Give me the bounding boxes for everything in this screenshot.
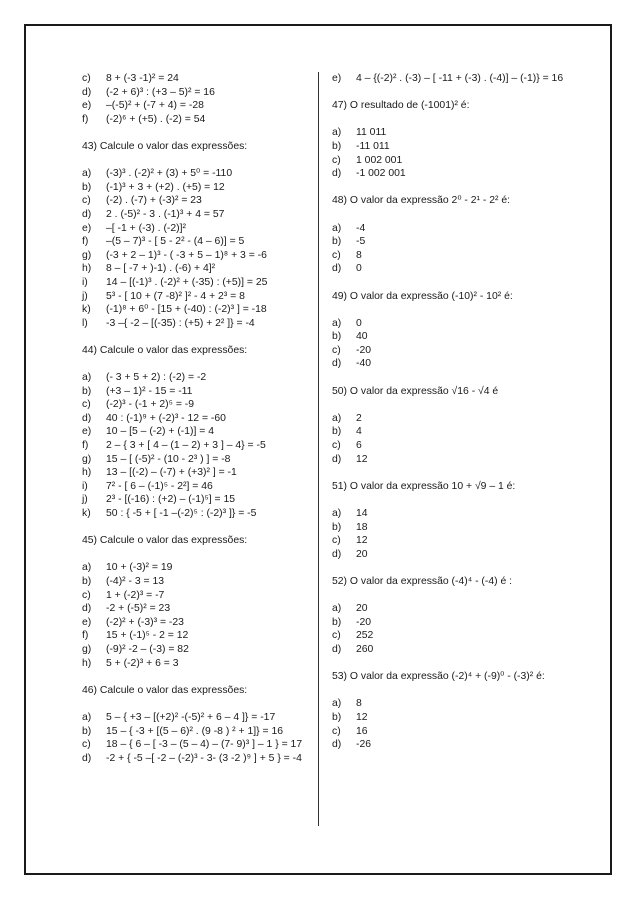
item-text: 5 – { +3 – [(+2)² -(-5)² + 6 – 4 ]} = -17	[106, 711, 276, 723]
item-text: 16	[356, 725, 368, 737]
spacer	[332, 684, 572, 698]
list-item	[82, 711, 314, 725]
list-item	[332, 412, 572, 426]
item-text: 14 – [(-1)³ . (-2)² + (-35) : (+5)] = 25	[106, 276, 268, 288]
item-text: -11 011	[356, 140, 390, 152]
item-label: e)	[332, 73, 342, 84]
item-text: 252	[356, 630, 374, 642]
list-item	[332, 439, 572, 453]
item-label: f)	[82, 113, 89, 125]
spacer	[332, 208, 572, 222]
item-text: -2 + (-5)² = 23	[106, 603, 171, 615]
list-item	[82, 371, 314, 385]
item-label: a)	[332, 412, 342, 424]
item-text: 2	[356, 412, 362, 424]
item-text: (- 3 + 5 + 2) : (-2) = -2	[106, 372, 207, 384]
item-label: d)	[332, 643, 342, 655]
spacer	[82, 548, 314, 562]
item-label: d)	[332, 168, 342, 180]
question-heading: 44) Calcule o valor das expressões:	[82, 344, 248, 356]
right-column	[332, 72, 572, 752]
item-text: 8 – [ -7 + )-1) . (-6) + 4]²	[106, 263, 216, 275]
item-label: h)	[82, 467, 92, 479]
item-label: h)	[82, 263, 92, 275]
item-label: d)	[332, 263, 342, 275]
item-text: 2 – { 3 + [ 4 – (1 – 2) + 3 ] – 4} = -5	[106, 440, 266, 452]
item-label: d)	[332, 453, 342, 465]
item-label: l)	[82, 317, 88, 329]
item-text: (-2) . (-7) + (-3)² = 23	[106, 195, 202, 207]
item-label: b)	[332, 331, 342, 343]
question-heading: 43) Calcule o valor das expressões:	[82, 140, 248, 152]
item-text: 10 + (-3)² = 19	[106, 562, 173, 574]
item-label: g)	[82, 453, 92, 465]
question-heading: 50) O valor da expressão √16 - √4 é	[332, 385, 499, 397]
list-item	[332, 711, 572, 725]
list-item	[82, 194, 314, 208]
list-item	[332, 534, 572, 548]
list-item	[332, 507, 572, 521]
item-label: d)	[82, 603, 92, 615]
item-text: -40	[356, 358, 372, 370]
item-label: d)	[82, 752, 92, 764]
list-item	[82, 466, 314, 480]
item-text: -20	[356, 616, 372, 628]
question-heading: 45) Calcule o valor das expressões:	[82, 535, 248, 547]
item-text: 40 : (-1)⁹ + (-2)³ - 12 = -60	[106, 412, 226, 424]
item-text: -4	[356, 222, 366, 234]
list-item	[332, 738, 572, 752]
item-text: 5 + (-2)³ + 6 = 3	[106, 657, 179, 669]
item-label: g)	[82, 249, 92, 261]
item-label: b)	[82, 575, 92, 587]
spacer	[332, 86, 572, 100]
item-text: 1 002 001	[356, 154, 403, 166]
list-item	[82, 425, 314, 439]
item-text: 50 : { -5 + [ -1 –(-2)⁵ : (-2)³ ]} = -5	[106, 508, 257, 519]
item-text: 20	[356, 603, 368, 615]
item-label: a)	[82, 372, 92, 384]
list-item	[82, 412, 314, 426]
item-text: 12	[356, 711, 368, 723]
item-text: 7² - [ 6 – (-1)⁵ - 2²] = 46	[106, 480, 213, 492]
spacer	[332, 181, 572, 195]
item-label: d)	[82, 86, 92, 98]
list-item	[82, 276, 314, 290]
left-column	[82, 72, 314, 765]
list-item	[82, 86, 314, 100]
item-label: i)	[82, 480, 88, 492]
item-label: b)	[332, 711, 342, 723]
item-text: 8	[356, 249, 362, 261]
item-label: c)	[82, 195, 91, 207]
question-heading: 46) Calcule o valor das expressões:	[82, 684, 248, 696]
spacer	[332, 276, 572, 290]
list-item	[332, 126, 572, 140]
item-label: e)	[82, 616, 92, 628]
list-item	[332, 725, 572, 739]
item-text: (-3)³ . (-2)² + (3) + 5⁰ = -110	[106, 168, 233, 180]
item-label: g)	[82, 643, 92, 655]
item-label: a)	[82, 711, 92, 723]
list-item	[332, 344, 572, 358]
spacer	[82, 521, 314, 535]
list-item	[82, 249, 314, 263]
item-text: (-9)² -2 – (-3) = 82	[106, 643, 189, 655]
list-item	[82, 398, 314, 412]
item-label: d)	[332, 739, 342, 751]
item-text: (-2 + 6)³ : (+3 – 5)² = 16	[106, 86, 215, 98]
item-text: 1 + (-2)³ = -7	[106, 589, 165, 601]
item-label: f)	[82, 440, 89, 452]
item-text: -2 + { -5 –[ -2 – (-2)³ - 3- (3 -2 )⁹ ] + 5 } = -4	[106, 752, 302, 764]
list-item	[332, 72, 572, 86]
list-item	[82, 262, 314, 276]
question-heading: 53) O valor da expressão (-2)⁴ + (-9)⁰ - (-3)² é:	[332, 671, 545, 683]
item-text: (-2)⁶ + (+5) . (-2) = 54	[106, 113, 206, 125]
item-text: 8	[356, 698, 362, 710]
list-item	[82, 290, 314, 304]
item-text: 15 – [ (-5)² - (10 - 2³ ) ] = -8	[106, 453, 231, 465]
spacer	[332, 561, 572, 575]
item-label: e)	[82, 222, 92, 234]
question-heading: 51) O valor da expressão 10 + √9 – 1 é:	[332, 480, 516, 492]
item-label: a)	[82, 562, 92, 574]
item-text: -26	[356, 739, 372, 751]
spacer	[332, 398, 572, 412]
item-label: f)	[82, 630, 89, 642]
spacer	[332, 303, 572, 317]
spacer	[82, 357, 314, 371]
spacer	[82, 670, 314, 684]
item-text: 0	[356, 263, 362, 275]
item-label: d)	[82, 208, 92, 220]
item-text: 2³ - [(-16) : (+2) – (-1)⁵] = 15	[106, 494, 236, 506]
spacer	[82, 330, 314, 344]
item-text: 260	[356, 643, 374, 655]
item-label: h)	[82, 657, 92, 669]
spacer	[332, 493, 572, 507]
list-item	[332, 262, 572, 276]
item-text: (-2)³ - (-1 + 2)⁵ = -9	[106, 399, 195, 411]
item-label: k)	[82, 508, 91, 519]
spacer	[332, 589, 572, 603]
item-label: a)	[332, 508, 342, 519]
list-item	[332, 521, 572, 535]
list-item	[82, 561, 314, 575]
list-item	[82, 222, 314, 236]
item-text: 13 – [(-2) – (-7) + (+3)² ] = -1	[106, 467, 237, 479]
list-item	[82, 657, 314, 671]
item-label: a)	[332, 222, 342, 234]
item-label: c)	[332, 249, 341, 261]
item-text: (-2)² + (-3)³ = -23	[106, 616, 184, 628]
list-item	[332, 330, 572, 344]
column-divider	[318, 72, 319, 826]
item-label: c)	[332, 535, 341, 547]
item-label: b)	[332, 140, 342, 152]
item-label: c)	[332, 440, 341, 452]
item-label: a)	[82, 168, 92, 180]
item-label: c)	[332, 154, 341, 166]
list-item	[82, 113, 314, 127]
list-item	[82, 181, 314, 195]
list-item	[82, 575, 314, 589]
item-text: –(5 – 7)³ - [ 5 - 2² - (4 – 6)] = 5	[106, 236, 245, 248]
question-heading: 49) O valor da expressão (-10)² - 10² é:	[332, 290, 513, 302]
spacer	[82, 126, 314, 140]
list-item	[82, 453, 314, 467]
list-item	[82, 738, 314, 752]
item-label: d)	[332, 358, 342, 370]
item-label: c)	[332, 630, 341, 642]
list-item	[82, 616, 314, 630]
item-text: 15 + (-1)⁵ - 2 = 12	[106, 630, 189, 642]
list-item	[332, 453, 572, 467]
list-item	[82, 507, 314, 521]
list-item	[332, 425, 572, 439]
spacer	[332, 657, 572, 671]
list-item	[332, 222, 572, 236]
item-text: 18	[356, 521, 368, 533]
list-item	[82, 725, 314, 739]
item-text: (-4)² - 3 = 13	[106, 575, 165, 587]
item-text: -5	[356, 236, 366, 248]
item-label: c)	[82, 739, 91, 751]
list-item	[332, 167, 572, 181]
list-item	[332, 643, 572, 657]
question-heading: 47) O resultado de (-1001)² é:	[332, 100, 470, 112]
item-text: 15 – { -3 + [(5 – 6)² . (9 -8 ) ² + 1]} = 16	[106, 725, 284, 737]
spacer	[332, 113, 572, 127]
item-text: 11 011	[356, 127, 387, 139]
list-item	[332, 317, 572, 331]
list-item	[82, 439, 314, 453]
list-item	[332, 357, 572, 371]
item-text: –[ -1 + (-3) . (-2)]²	[106, 222, 186, 234]
item-text: (-3 + 2 – 1)³ - ( -3 + 5 – 1)⁸ + 3 = -6	[106, 249, 267, 261]
list-item	[332, 548, 572, 562]
list-item	[82, 72, 314, 86]
item-label: e)	[82, 426, 92, 438]
list-item	[332, 154, 572, 168]
item-label: c)	[82, 399, 91, 411]
item-text: -1 002 001	[356, 168, 406, 180]
item-label: b)	[332, 426, 342, 438]
spacer	[332, 371, 572, 385]
item-label: b)	[332, 616, 342, 628]
item-label: a)	[332, 603, 342, 615]
item-label: b)	[332, 236, 342, 248]
list-item	[82, 385, 314, 399]
item-text: (-1)³ + 3 + (+2) . (+5) = 12	[106, 181, 225, 193]
spacer	[82, 154, 314, 168]
item-text: 4	[356, 426, 362, 438]
list-item	[332, 616, 572, 630]
item-label: b)	[332, 521, 342, 533]
item-label: j)	[82, 494, 88, 506]
item-text: 5³ - [ 10 + (7 -8)² ]² - 4 + 2³ = 8	[106, 290, 245, 302]
list-item	[82, 317, 314, 331]
list-item	[82, 208, 314, 222]
item-label: c)	[332, 725, 341, 737]
question-heading: 52) O valor da expressão (-4)⁴ - (-4) é :	[332, 575, 513, 587]
question-heading: 48) O valor da expressão 2⁰ - 2¹ - 2² é:	[332, 195, 510, 207]
item-text: (+3 – 1)² - 15 = -11	[106, 385, 193, 397]
item-label: b)	[82, 385, 92, 397]
item-label: d)	[82, 412, 92, 424]
item-text: 40	[356, 331, 368, 343]
item-text: (-1)⁸ + 6⁰ - [15 + (-40) : (-2)³ ] = -18	[106, 304, 267, 316]
list-item	[82, 99, 314, 113]
item-text: 0	[356, 317, 362, 329]
item-label: j)	[82, 290, 88, 302]
item-label: f)	[82, 236, 89, 248]
item-text: 14	[356, 508, 368, 519]
item-label: b)	[82, 181, 92, 193]
list-item	[332, 602, 572, 616]
list-item	[82, 589, 314, 603]
item-label: c)	[82, 589, 91, 601]
item-label: a)	[332, 698, 342, 710]
item-label: i)	[82, 276, 88, 288]
item-label: k)	[82, 304, 91, 316]
list-item	[82, 303, 314, 317]
item-text: 12	[356, 535, 368, 547]
item-label: b)	[82, 725, 92, 737]
list-item	[82, 235, 314, 249]
item-label: d)	[332, 548, 342, 560]
item-text: 8 + (-3 -1)² = 24	[106, 73, 179, 84]
list-item	[332, 249, 572, 263]
item-text: 20	[356, 548, 368, 560]
spacer	[332, 466, 572, 480]
item-text: 18 – { 6 – [ -3 – (5 – 4) – (7- 9)³ ] – 1 } = 17	[106, 739, 303, 751]
list-item	[82, 602, 314, 616]
item-label: c)	[332, 344, 341, 356]
item-label: a)	[332, 127, 342, 139]
list-item	[82, 493, 314, 507]
item-text: 2 . (-5)² - 3 . (-1)³ + 4 = 57	[106, 208, 225, 220]
list-item	[332, 235, 572, 249]
item-text: -20	[356, 344, 372, 356]
list-item	[82, 629, 314, 643]
list-item	[82, 752, 314, 766]
item-text: -3 –{ -2 – [(-35) : (+5) + 2² ]} = -4	[106, 317, 255, 329]
list-item	[82, 167, 314, 181]
list-item	[332, 629, 572, 643]
item-label: c)	[82, 73, 91, 84]
spacer	[82, 697, 314, 711]
item-label: a)	[332, 317, 342, 329]
item-text: 12	[356, 453, 368, 465]
item-text: 10 – [5 – (-2) + (-1)] = 4	[106, 426, 214, 438]
list-item	[82, 643, 314, 657]
list-item	[332, 697, 572, 711]
list-item	[82, 480, 314, 494]
item-label: e)	[82, 100, 92, 112]
item-text: –(-5)² + (-7 + 4) = -28	[106, 100, 204, 112]
item-text: 4 – {(-2)² . (-3) – [ -11 + (-3) . (-4)] – (-1)} = 16	[356, 73, 564, 84]
item-text: 6	[356, 440, 362, 452]
list-item	[332, 140, 572, 154]
